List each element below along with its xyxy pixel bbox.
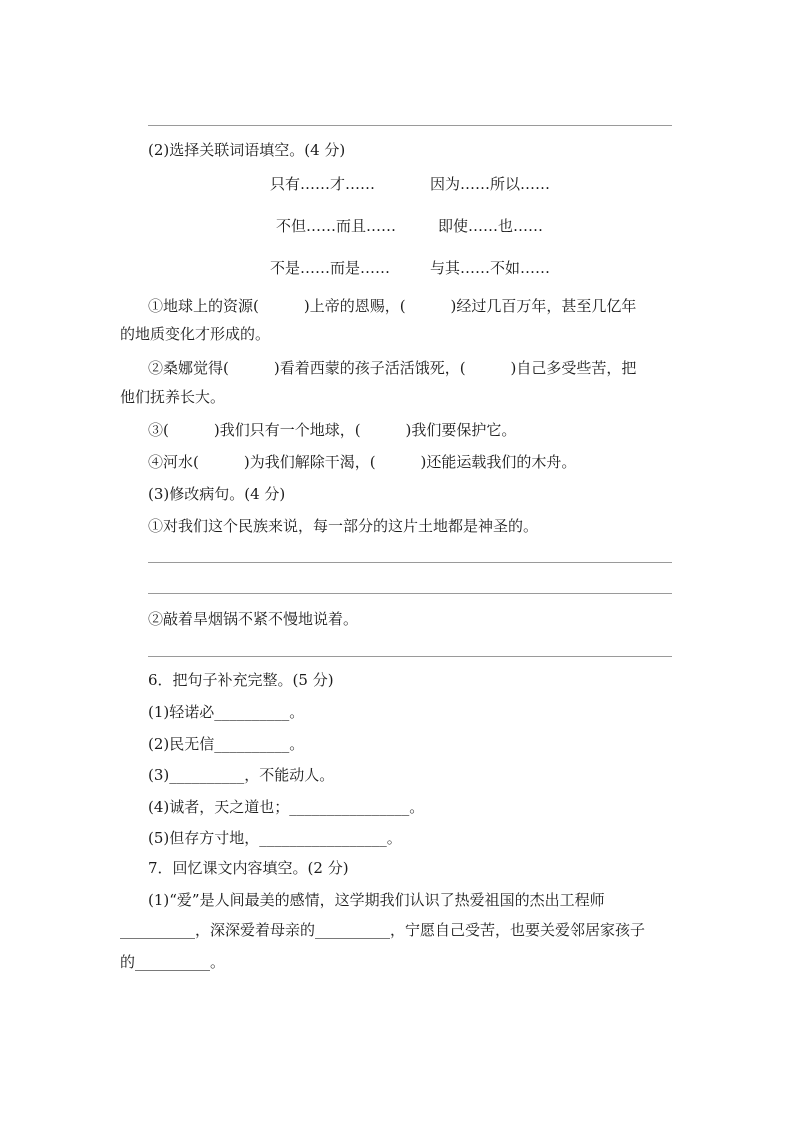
part2-q1-line2: 的地质变化才形成的。 <box>120 325 271 343</box>
option-bushi: 不是……而是…… <box>270 259 391 277</box>
part2-q1-line1: ①地球上的资源( )上帝的恩赐，( )经过几百万年，甚至几亿年 <box>148 297 637 315</box>
answer-line-3 <box>148 656 672 657</box>
q7-heading: 7．回忆课文内容填空。(2 分) <box>148 859 349 877</box>
option-jishi: 即使……也…… <box>438 217 544 235</box>
part2-heading: (2)选择关联词语填空。(4 分) <box>148 141 346 159</box>
option-budan: 不但……而且…… <box>276 217 397 235</box>
part2-q2-line2: 他们抚养长大。 <box>120 388 226 406</box>
option-zhiyou: 只有……才…… <box>270 175 376 193</box>
q6-heading: 6．把句子补充完整。(5 分) <box>148 671 334 689</box>
top-divider <box>148 125 672 126</box>
q6-item-2: (2)民无信__________。 <box>148 735 305 753</box>
part2-q3: ③( )我们只有一个地球，( )我们要保护它。 <box>148 421 517 439</box>
part2-q2-line1: ②桑娜觉得( )看着西蒙的孩子活活饿死，( )自己多受些苦，把 <box>148 359 637 377</box>
q6-item-4: (4)诚者，天之道也；________________。 <box>148 798 425 816</box>
option-yinwei: 因为……所以…… <box>430 175 551 193</box>
part3-sentence-2: ②敲着旱烟锅不紧不慢地说着。 <box>148 610 359 628</box>
q7-line-1: (1)“爱”是人间最美的感情，这学期我们认识了热爱祖国的杰出工程师 <box>148 891 605 909</box>
q7-line-2: __________，深深爱着母亲的__________，宁愿自己受苦，也要关爱邻居家孩子 <box>120 921 646 939</box>
q7-line-3: 的__________。 <box>120 953 226 971</box>
q6-item-5: (5)但存方寸地，_________________。 <box>148 829 402 847</box>
part3-sentence-1: ①对我们这个民族来说，每一部分的这片土地都是神圣的。 <box>148 517 539 535</box>
q6-item-1: (1)轻诺必__________。 <box>148 703 305 721</box>
q6-item-3: (3)__________，不能动人。 <box>148 766 335 784</box>
answer-line-1 <box>148 562 672 563</box>
answer-line-2 <box>148 593 672 594</box>
part2-q4: ④河水( )为我们解除干渴，( )还能运载我们的木舟。 <box>148 453 577 471</box>
option-yuqi: 与其……不如…… <box>430 259 551 277</box>
part3-heading: (3)修改病句。(4 分) <box>148 485 286 503</box>
